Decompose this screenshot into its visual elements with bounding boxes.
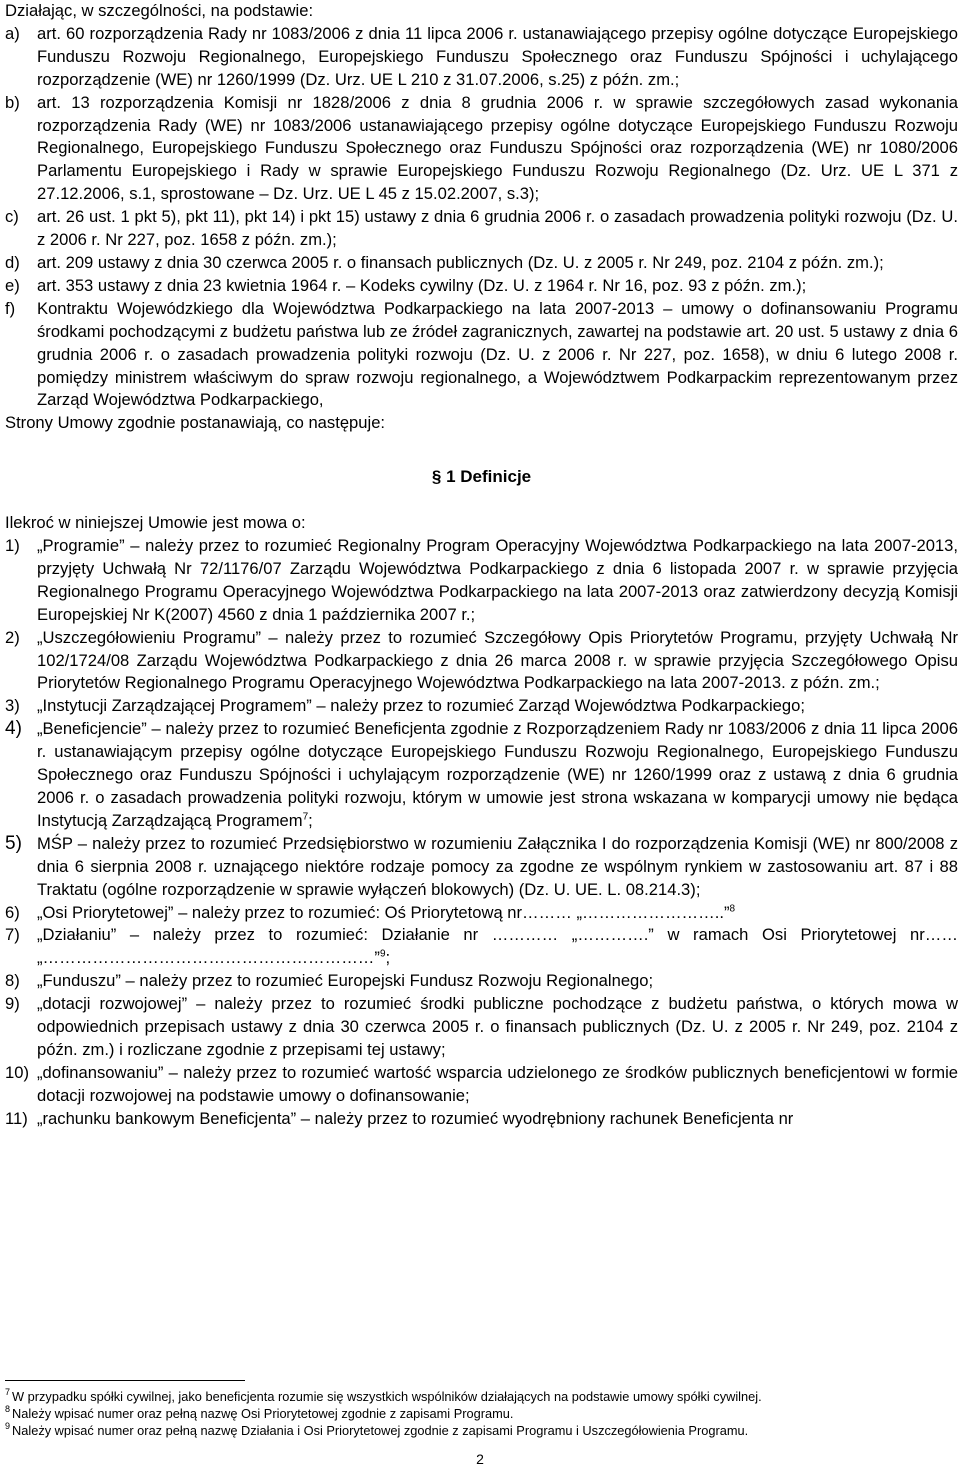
footnote	[5, 1422, 958, 1439]
list-item	[5, 298, 958, 413]
item-body: „Beneficjencie” – należy przez to rozumieć Beneficjenta zgodnie z Rozporządzeniem Rady nr 1083/2006 z dnia 11 lipca 2006 r. ustanawiającym przepisy ogólne dotyczące Europejskiego Funduszu Rozwoju Regionalnego, Europejskiego Funduszu Społecznego oraz Funduszu Spójności i uchylającym rozporządzenie (WE) nr 1260/1999 oraz z ustawą z dnia 6 grudnia 2006 r. o zasadach prowadzenia polityki rozwoju, którym w umowie jest strona wskazana w komparycji umowy nie będąca Instytucją Zarządzającą Programem	[37, 719, 958, 830]
item-text	[37, 924, 958, 970]
footnotes	[5, 1388, 958, 1439]
item-tail: ;	[385, 948, 391, 968]
item-text: „Funduszu” – należy przez to rozumieć Europejski Fundusz Rozwoju Regionalnego;	[37, 971, 654, 991]
item-text: Kontraktu Wojewódzkiego dla Województwa Podkarpackiego na lata 2007-2013 – umowy o dofinansowaniu Programu środkami pochodzącymi z budżetu państwa lub ze źródeł zagranicznych, zawartej na podstawie art. 20 ust. 5 ustawy z dnia 6 grudnia 2006 r. o zasadach prowadzenia polityki rozwoju (Dz. U. z 2006 r. Nr 227, poz. 1658), w dniu 6 lutego 2008 r. pomiędzy ministrem właściwym do spraw rozwoju regionalnego, a Województwem Podkarpackim reprezentowanym przez Zarząd Województwa Podkarpackiego,	[37, 298, 958, 410]
item-label: 1)	[5, 536, 20, 556]
document-page	[5, 0, 958, 1131]
item-text: art. 13 rozporządzenia Komisji nr 1828/2006 z dnia 8 grudnia 2006 r. w sprawie szczegółowych zasad wykonania rozporządzenia Rady (WE) nr 1083/2006 ustanawiającego przepisy ogólne dotyczące Europejskiego Funduszu Rozwoju Regionalnego, Europejskiego Funduszu Społecznego oraz Funduszu Spójności oraz rozporządzenia (WE) nr 1080/2006 Parlamentu Europejskiego i Rady w sprawie Europejskiego Funduszu Rozwoju Regionalnego (Dz. Urz. UE L 371 z 27.12.2006, s.1, sprostowane – Dz. Urz. UE L 45 z 15.02.2007, s.3);	[37, 92, 958, 204]
footnote-number: 7	[5, 1387, 11, 1397]
item-tail: ;	[308, 810, 313, 830]
footnote-ref[interactable]: 7	[302, 811, 309, 823]
footnote	[5, 1388, 958, 1405]
item-label: 3)	[5, 696, 20, 716]
parties-line: Strony Umowy zgodnie postanawiają, co następuje:	[5, 413, 386, 433]
footnote-number: 8	[5, 1404, 11, 1414]
item-label: 6)	[5, 902, 20, 922]
footnote-ref[interactable]: 8	[729, 903, 736, 914]
item-label: a)	[5, 23, 20, 43]
item-label: 10)	[5, 1062, 29, 1082]
intro-line: Działając, w szczególności, na podstawie:	[5, 1, 314, 20]
section-number: 1	[446, 467, 456, 487]
list-item	[5, 993, 958, 1062]
list-item	[5, 924, 958, 970]
item-body: „Działaniu” – należy przez to rozumieć: Działanie nr ………… „………….” w ramach Osi Priorytetowej nr…… „……………………………………………………”	[37, 925, 958, 968]
item-text: art. 26 ust. 1 pkt 5), pkt 11), pkt 14) i pkt 15) ustawy z dnia 6 grudnia 2006 r. o zasadach prowadzenia polityki rozwoju (Dz. U. z 2006 r. Nr 227, poz. 1658 z późn. zm.);	[37, 207, 958, 250]
item-label: e)	[5, 275, 20, 295]
footnote-ref[interactable]: 9	[379, 948, 386, 960]
list-item	[5, 695, 958, 718]
item-text: art. 209 ustawy z dnia 30 czerwca 2005 r. o finansach publicznych (Dz. U. z 2005 r. Nr 249, poz. 2104 z późn. zm.);	[37, 252, 884, 272]
footnote	[5, 1405, 958, 1422]
item-label: 5)	[5, 832, 22, 854]
list-item	[5, 833, 958, 902]
item-text: art. 353 ustawy z dnia 23 kwietnia 1964 r. – Kodeks cywilny (Dz. U. z 1964 r. Nr 16, poz. 93 z późn. zm.);	[37, 275, 807, 295]
item-label: c)	[5, 207, 19, 227]
item-label: 4)	[5, 718, 22, 740]
list-item	[5, 1108, 958, 1131]
list-item	[5, 535, 958, 627]
item-text: MŚP – należy przez to rozumieć Przedsiębiorstwo w rozumieniu Załącznika I do rozporządzenia Komisji (WE) nr 800/2008 z dnia 6 sierpnia 2008 r. uznającego niektóre rodzaje pomocy za zgodne ze wspólnym rynkiem w zastosowaniu art. 87 i 88 Traktatu (ogólne rozporządzenie w sprawie wyłączeń blokowych) (Dz. U. UE. L. 08.214.3);	[37, 833, 958, 899]
item-text: „Programie” – należy przez to rozumieć Regionalny Program Operacyjny Województwa Podkarpackiego na lata 2007-2013, przyjęty Uchwałą Nr 72/1176/07 Zarządu Województwa Podkarpackiego z dnia 6 listopada 2007 r. w sprawie przyjęcia Regionalnego Programu Operacyjnego Województwa Podkarpackiego na lata 2007-2013 oraz zatwierdzony decyzją Komisji Europejskiej Nr K(2007) 4560 z dnia 1 października 2007 r.;	[37, 536, 958, 624]
footnote-text: Należy wpisać numer oraz pełną nazwę Działania i Osi Priorytetowej zgodnie z zapisami Programu i Uszczegółowienia Programu.	[12, 1423, 749, 1438]
page-number: 2	[476, 1451, 484, 1467]
footnote-text: W przypadku spółki cywilnej, jako beneficjenta rozumie się wszystkich wspólników działających na podstawie umowy spółki cywilnej.	[12, 1389, 762, 1404]
item-text: „Instytucji Zarządzającej Programem” – należy przez to rozumieć Zarząd Województwa Podkarpackiego;	[37, 696, 805, 716]
item-text: „Uszczegółowieniu Programu” – należy przez to rozumieć Szczegółowy Opis Priorytetów Programu, przyjęty Uchwałą Nr 102/1724/08 Zarządu Województwa Podkarpackiego z dnia 26 marca 2008 r. w sprawie przyjęcia Szczegółowego Opisu Priorytetów Regionalnego Programu Operacyjnego Województwa Podkarpackiego na lata 2007-2013. z późn. zm.;	[37, 627, 958, 693]
section-title: Definicje	[460, 467, 532, 487]
list-item	[5, 627, 958, 696]
list-item	[5, 23, 958, 92]
item-text: „rachunku bankowym Beneficjenta” – należy przez to rozumieć wyodrębniony rachunek Beneficjenta nr	[37, 1108, 794, 1128]
item-body: „Osi Priorytetowej” – należy przez to rozumieć: Oś Priorytetową nr……… „……………………..”	[37, 902, 730, 922]
item-text	[37, 902, 958, 925]
list-item	[5, 902, 958, 925]
list-item	[5, 252, 958, 275]
item-label: 2)	[5, 627, 20, 647]
item-label: 9)	[5, 994, 20, 1014]
item-text: „dofinansowaniu” – należy przez to rozumieć wartość wsparcia udzielonego ze środków publicznych beneficjentowi w formie dotacji rozwojowej na podstawie umowy o dofinansowanie;	[37, 1062, 958, 1105]
footnote-text: Należy wpisać numer oraz pełną nazwę Osi Priorytetowej zgodnie z zapisami Programu.	[12, 1406, 514, 1421]
list-item	[5, 275, 958, 298]
list-item	[5, 718, 958, 833]
footnote-number: 9	[5, 1421, 11, 1431]
item-label: 7)	[5, 925, 20, 945]
item-label: 8)	[5, 971, 20, 991]
item-label: d)	[5, 252, 20, 272]
item-label: b)	[5, 92, 20, 112]
definitions-list	[5, 535, 958, 1131]
footnote-divider	[5, 1380, 245, 1381]
item-text: „dotacji rozwojowej” – należy przez to rozumieć środki publiczne pochodzące z budżetu państwa, o których mowa w odpowiednich przepisach ustawy z dnia 30 czerwca 2005 r. o finansach publicznych (Dz. U. z 2005 r. Nr 249, poz. 2104 z późn. zm.) i rozliczane zgodnie z przepisami tej ustawy;	[37, 994, 958, 1059]
item-text	[37, 718, 958, 833]
list-item	[5, 1062, 958, 1108]
list-item	[5, 206, 958, 252]
list-item	[5, 92, 958, 207]
item-label: f)	[5, 298, 16, 318]
section-symbol: §	[431, 467, 442, 487]
item-text: art. 60 rozporządzenia Rady nr 1083/2006 z dnia 11 lipca 2006 r. ustanawiającego przepisy ogólne dotyczące Europejskiego Funduszu Rozwoju Regionalnego, Europejskiego Funduszu Społecznego oraz Funduszu Spójności i uchylającego rozporządzenie (WE) nr 1260/1999 (Dz. Urz. UE L 210 z 31.07.2006, s.25) z późn. zm.;	[37, 23, 958, 89]
item-label: 11)	[5, 1108, 28, 1128]
section-heading	[5, 466, 958, 489]
list-item	[5, 970, 958, 993]
legal-basis-list	[5, 23, 958, 412]
definitions-intro: Ilekroć w niniejszej Umowie jest mowa o:	[5, 513, 306, 533]
